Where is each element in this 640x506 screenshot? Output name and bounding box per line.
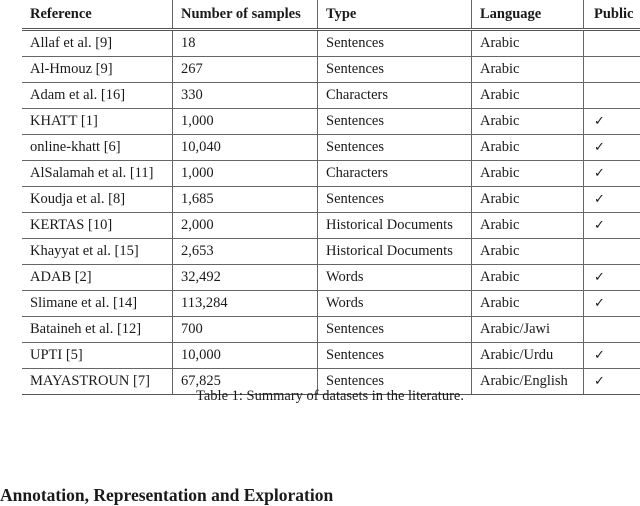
cell-number-of-samples: 10,040 <box>173 135 318 161</box>
cell-language: Arabic <box>472 161 584 187</box>
cell-type: Sentences <box>318 135 472 161</box>
cell-public-checkmark: ✓ <box>584 187 640 213</box>
cell-public-checkmark: ✓ <box>584 265 640 291</box>
cell-language: Arabic <box>472 57 584 83</box>
cell-public-checkmark: ✓ <box>584 343 640 369</box>
table-row <box>22 30 640 57</box>
cell-language: Arabic/Urdu <box>472 343 584 369</box>
table-caption: Table 1: Summary of datasets in the literature. <box>196 388 464 404</box>
cell-number-of-samples: 1,000 <box>173 161 318 187</box>
cell-number-of-samples: 18 <box>173 30 318 57</box>
table-row <box>22 291 640 317</box>
cell-public-checkmark: ✓ <box>584 369 640 395</box>
cell-number-of-samples: 330 <box>173 83 318 109</box>
cell-number-of-samples: 1,000 <box>173 109 318 135</box>
cell-type: Historical Documents <box>318 213 472 239</box>
cell-type: Sentences <box>318 317 472 343</box>
table-body <box>22 30 640 395</box>
cell-public-checkmark: ✓ <box>584 213 640 239</box>
cell-type: Sentences <box>318 343 472 369</box>
cell-reference: Koudja et al. [8] <box>22 187 173 213</box>
cell-number-of-samples: 10,000 <box>173 343 318 369</box>
cell-language: Arabic <box>472 265 584 291</box>
cell-public-checkmark <box>584 83 640 109</box>
cell-number-of-samples: 67,825 <box>173 369 318 395</box>
cell-reference: KHATT [1] <box>22 109 173 135</box>
cell-public-checkmark <box>584 317 640 343</box>
cell-number-of-samples: 267 <box>173 57 318 83</box>
cell-reference: Khayyat et al. [15] <box>22 239 173 265</box>
header-language: Language <box>472 0 584 30</box>
header-reference: Reference <box>22 0 173 30</box>
table-row <box>22 109 640 135</box>
cell-type: Sentences <box>318 30 472 57</box>
cell-public-checkmark: ✓ <box>584 291 640 317</box>
cell-language: Arabic <box>472 135 584 161</box>
cell-type: Sentences <box>318 109 472 135</box>
cell-public-checkmark: ✓ <box>584 109 640 135</box>
cell-type: Words <box>318 265 472 291</box>
cell-language: Arabic <box>472 213 584 239</box>
cell-reference: Adam et al. [16] <box>22 83 173 109</box>
table-row <box>22 265 640 291</box>
cell-public-checkmark <box>584 239 640 265</box>
header-public: Public <box>584 0 640 30</box>
datasets-table <box>22 0 640 395</box>
cell-type: Historical Documents <box>318 239 472 265</box>
cell-language: Arabic <box>472 30 584 57</box>
table-row <box>22 317 640 343</box>
cell-public-checkmark: ✓ <box>584 135 640 161</box>
cell-language: Arabic/Jawi <box>472 317 584 343</box>
cell-type: Characters <box>318 83 472 109</box>
table-row <box>22 161 640 187</box>
table-row <box>22 187 640 213</box>
cell-type: Characters <box>318 161 472 187</box>
cell-type: Words <box>318 291 472 317</box>
cell-language: Arabic <box>472 291 584 317</box>
cell-type: Sentences <box>318 187 472 213</box>
cell-language: Arabic <box>472 239 584 265</box>
cell-reference: UPTI [5] <box>22 343 173 369</box>
cell-language: Arabic/English <box>472 369 584 395</box>
cell-language: Arabic <box>472 109 584 135</box>
cell-language: Arabic <box>472 83 584 109</box>
table-row <box>22 239 640 265</box>
datasets-table-container <box>22 0 640 395</box>
cell-reference: AlSalamah et al. [11] <box>22 161 173 187</box>
table-header-row <box>22 0 640 30</box>
cell-number-of-samples: 32,492 <box>173 265 318 291</box>
cell-type: Sentences <box>318 369 472 395</box>
cell-number-of-samples: 700 <box>173 317 318 343</box>
cell-type: Sentences <box>318 57 472 83</box>
cell-reference: Bataineh et al. [12] <box>22 317 173 343</box>
table-row <box>22 213 640 239</box>
cell-reference: Slimane et al. [14] <box>22 291 173 317</box>
cell-number-of-samples: 2,000 <box>173 213 318 239</box>
table-row <box>22 343 640 369</box>
cell-public-checkmark <box>584 30 640 57</box>
cell-number-of-samples: 113,284 <box>173 291 318 317</box>
cell-reference: MAYASTROUN [7] <box>22 369 173 395</box>
section-heading: Annotation, Representation and Exploration <box>0 485 334 505</box>
cell-reference: ADAB [2] <box>22 265 173 291</box>
cell-public-checkmark: ✓ <box>584 161 640 187</box>
table-row <box>22 57 640 83</box>
header-number-of-samples: Number of samples <box>173 0 318 30</box>
header-type: Type <box>318 0 472 30</box>
cell-reference: online-khatt [6] <box>22 135 173 161</box>
cell-number-of-samples: 2,653 <box>173 239 318 265</box>
cell-language: Arabic <box>472 187 584 213</box>
cell-reference: Al-Hmouz [9] <box>22 57 173 83</box>
cell-public-checkmark <box>584 57 640 83</box>
cell-reference: Allaf et al. [9] <box>30 35 113 52</box>
table-row <box>22 83 640 109</box>
table-row <box>22 135 640 161</box>
cell-number-of-samples: 1,685 <box>173 187 318 213</box>
cell-reference: KERTAS [10] <box>22 213 173 239</box>
